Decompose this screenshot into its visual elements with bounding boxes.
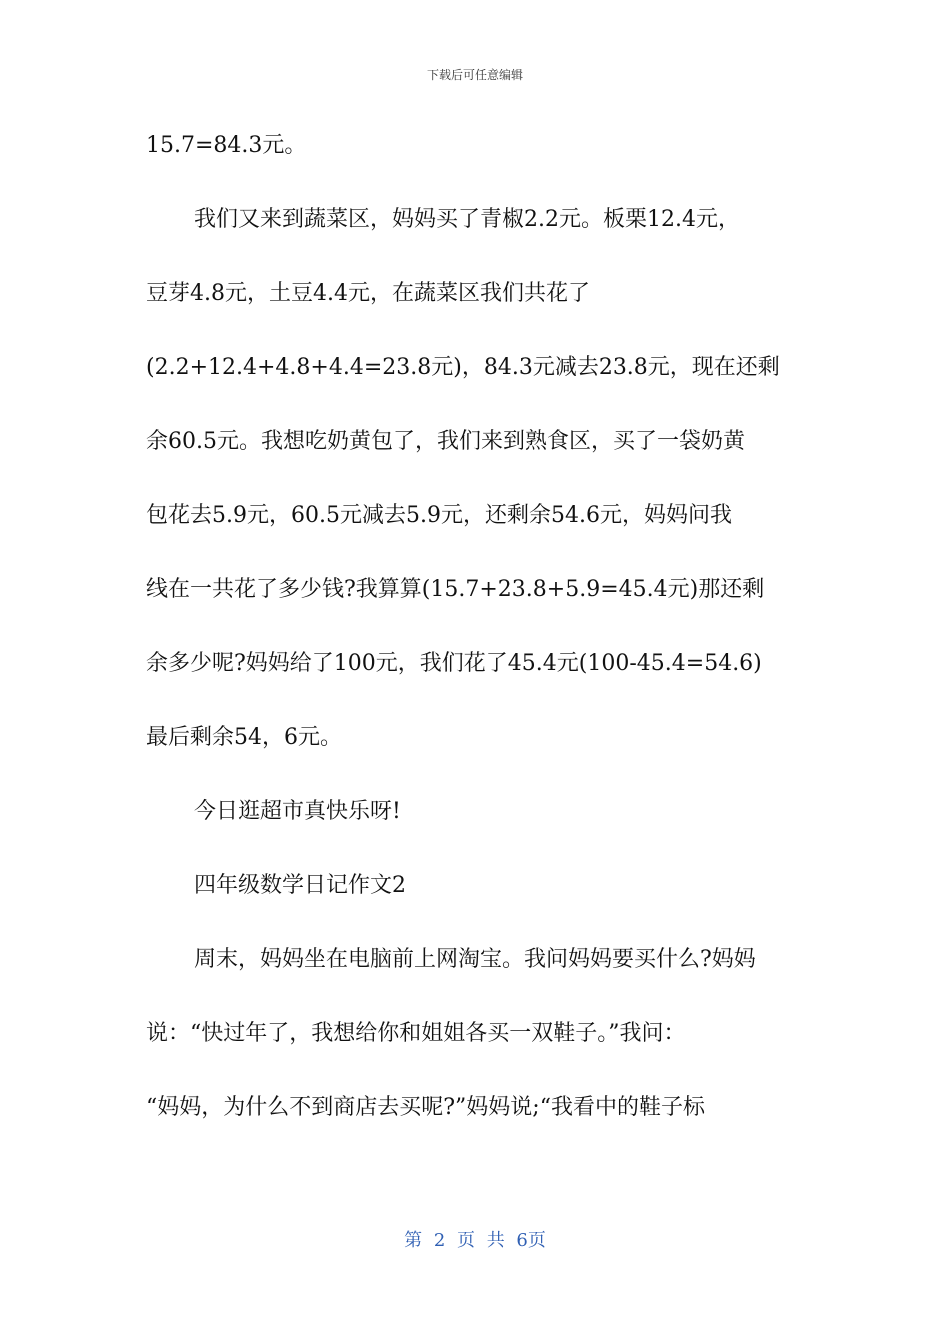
paragraph-line: 说：“快过年了，我想给你和姐姐各买一双鞋子。”我问：	[146, 1021, 686, 1046]
paragraph-line: 今日逛超市真快乐呀!	[194, 799, 401, 824]
paragraph-line: 15.7=84.3元。	[146, 133, 307, 158]
paragraph-line: 豆芽4.8元，土豆4.4元，在蔬菜区我们共花了	[146, 281, 590, 306]
page-number: 第 2 页 共 6页	[404, 1230, 546, 1251]
paragraph-line: 我们又来到蔬菜区，妈妈买了青椒2.2元。板栗12.4元，	[194, 207, 740, 232]
document-body	[146, 128, 810, 1164]
paragraph-line: 包花去5.9元，60.5元减去5.9元，还剩余54.6元，妈妈问我	[146, 503, 732, 528]
paragraph-line: (2.2+12.4+4.8+4.4=23.8元)，84.3元减去23.8元，现在还剩	[146, 355, 780, 380]
paragraph-line: 周末，妈妈坐在电脑前上网淘宝。我问妈妈要买什么?妈妈	[194, 947, 756, 972]
paragraph-line: 余多少呢?妈妈给了100元，我们花了45.4元(100-45.4=54.6)	[146, 651, 762, 676]
paragraph-line: “妈妈，为什么不到商店去买呢?”妈妈说;“我看中的鞋子标	[146, 1095, 705, 1120]
header-note: 下载后可任意编辑	[426, 68, 523, 82]
paragraph-line: 余60.5元。我想吃奶黄包了，我们来到熟食区，买了一袋奶黄	[146, 429, 745, 454]
paragraph-line: 线在一共花了多少钱?我算算(15.7+23.8+5.9=45.4元)那还剩	[146, 577, 765, 602]
section-heading: 四年级数学日记作文2	[194, 873, 406, 898]
paragraph-line: 最后剩余54，6元。	[146, 725, 342, 750]
